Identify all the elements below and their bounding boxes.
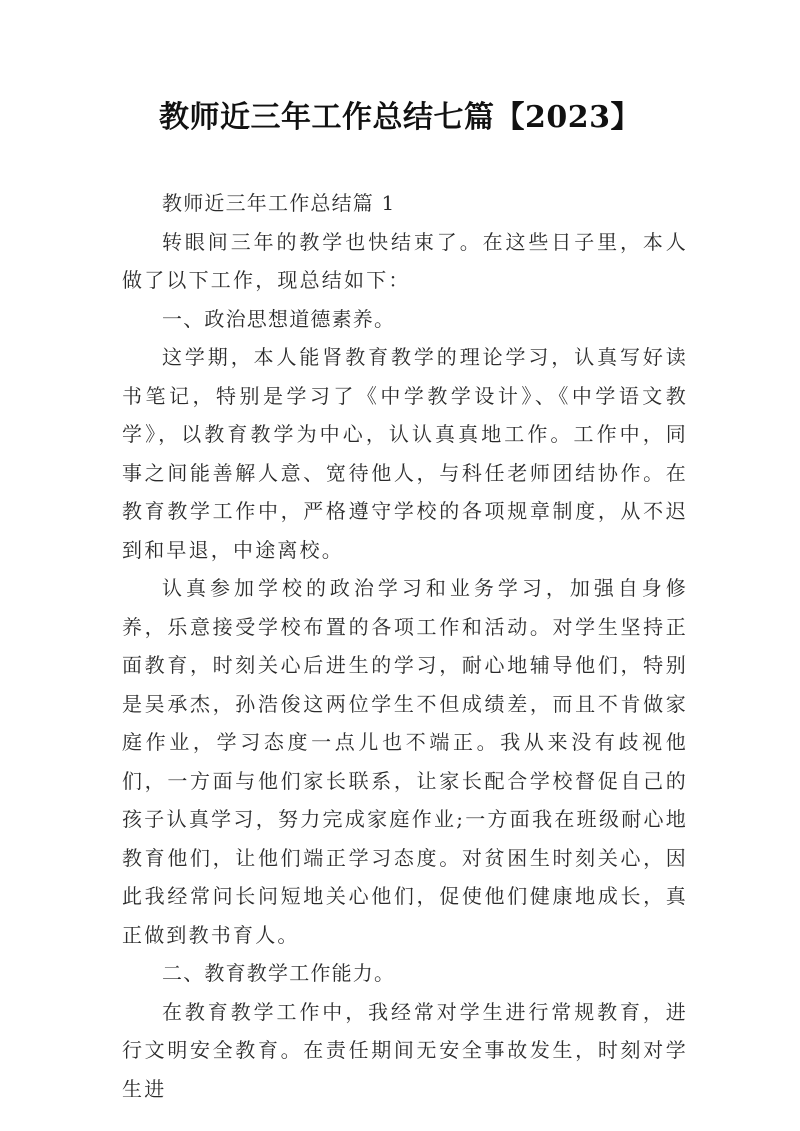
paragraph-student-care: 认真参加学校的政治学习和业务学习，加强自身修养，乐意接受学校布置的各项工作和活动。对学生坚持正面教育，时刻关心后进生的学习，耐心地辅导他们，特别是吴承杰，孙浩俊这两位学生不但成绩差，而且不肯做家庭作业，学习态度一点儿也不端正。我从来没有歧视他们，一方面与他们家长联系，让家长配合学校督促自己的孩子认真学习，努力完成家庭作业;一方面我在班级耐心地教育他们，让他们端正学习态度。对贫困生时刻关心，因此我经常问长问短地关心他们，促使他们健康地成长，真正做到教书育人。 <box>122 576 688 947</box>
subheading-teaching-ability: 二、教育教学工作能力。 <box>162 961 396 985</box>
subheading-political-morality: 一、政治思想道德素养。 <box>162 306 396 331</box>
paragraph-study-and-work: 这学期，本人能肾教育教学的理论学习，认真写好读书笔记，特别是学习了《中学教学设计》、《中学语文教学》，以教育教学为中心，认认真真地工作。工作中，同事之间能善解人意、宽待他人，与科任老师团结协作。在教育教学工作中，严格遵守学校的各项规章制度，从不迟到和早退，中途离校。 <box>122 345 688 562</box>
section-heading: 教师近三年工作总结篇 1 <box>162 191 396 215</box>
document-body <box>122 184 688 1108</box>
document-title: 教师近三年工作总结七篇【2023】 <box>159 100 641 135</box>
paragraph-safety-education: 在教育教学工作中，我经常对学生进行常规教育，进行文明安全教育。在责任期间无安全事故发生，时刻对学生进 <box>122 999 688 1101</box>
paragraph-intro: 转眼间三年的教学也快结束了。在这些日子里，本人做了以下工作，现总结如下： <box>122 229 688 292</box>
